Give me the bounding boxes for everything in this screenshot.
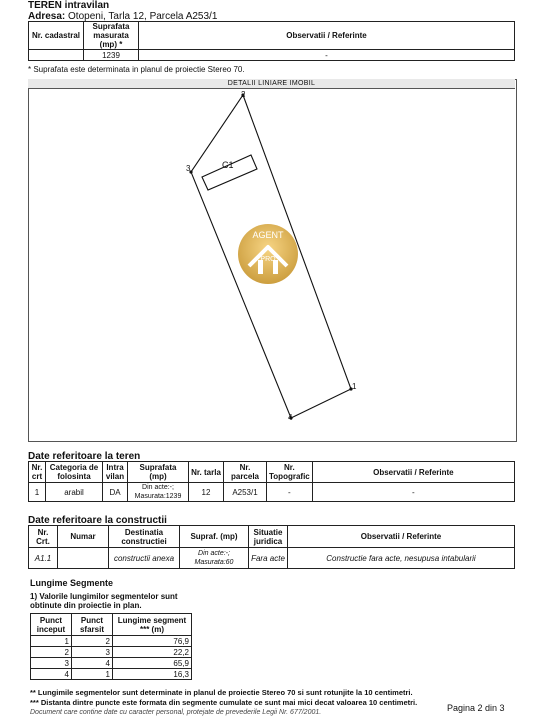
construction-table: [28, 525, 515, 569]
constr-col-suprafata: Supraf. (mp): [180, 526, 249, 548]
table-row: [31, 658, 192, 669]
seg-cell: 16,3: [113, 669, 192, 680]
segments-note: 1) Valorile lungimilor segmentelor sunt obtinute din proiectie in plan.: [30, 592, 178, 610]
col-nr-cadastral: Nr. cadastral: [29, 22, 84, 50]
address-label: Adresa:: [28, 11, 66, 22]
seg-cell: 22,2: [113, 647, 192, 658]
seg-cell: 2: [72, 636, 113, 647]
col-observatii: Observatii / Referinte: [139, 22, 515, 50]
address-value: Otopeni, Tarla 12, Parcela A253/1: [68, 11, 218, 22]
construction-section-title: Date referitoare la constructii: [28, 515, 167, 526]
table-row: [31, 647, 192, 658]
seg-cell: 76,9: [113, 636, 192, 647]
cell-suprafata: 1239: [84, 50, 139, 61]
constr-cell-observatii: Constructie fara acte, nesupusa intabularii: [288, 548, 515, 569]
building-label: C1: [222, 160, 234, 170]
land-cell-suprafata: Din acte:-; Masurata:1239: [128, 483, 189, 502]
land-col-suprafata: Suprafata (mp): [128, 462, 189, 483]
agent-pro-logo: [236, 222, 300, 286]
constr-cell-destinatia: constructii anexa: [109, 548, 180, 569]
cell-observatii: -: [139, 50, 515, 61]
footnote-2: *** Distanta dintre puncte este formata din segmente cumulate ce sunt mai mici decat valoarea 10 centimetri.: [30, 698, 418, 707]
land-cell-nr: 1: [29, 483, 46, 502]
land-col-topografic: Nr. Topografic: [267, 462, 313, 483]
footnote-3: Document care contine date cu caracter personal, protejate de prevederile Legii Nr. 677/2001.: [30, 709, 322, 716]
cell-nr-cadastral: [29, 50, 84, 61]
col-suprafata: Suprafata masurata (mp) *: [84, 22, 139, 50]
land-col-tarla: Nr. tarla: [189, 462, 224, 483]
land-col-nr: Nr. crt: [29, 462, 46, 483]
table-row: [31, 669, 192, 680]
seg-cell: 1: [31, 636, 72, 647]
constr-col-observatii: Observatii / Referinte: [288, 526, 515, 548]
constr-cell-situatie: Fara acte: [249, 548, 288, 569]
land-col-intravilan: Intra vilan: [103, 462, 128, 483]
seg-cell: 4: [72, 658, 113, 669]
seg-cell: 3: [72, 647, 113, 658]
parcel-table: [28, 21, 515, 61]
seg-cell: 2: [31, 647, 72, 658]
logo-text-top: AGENT: [252, 230, 284, 240]
land-cell-parcela: A253/1: [224, 483, 267, 502]
seg-col-start: Punct inceput: [31, 614, 72, 636]
drawing-title: DETALII LINIARE IMOBIL: [28, 79, 515, 89]
point-label-4: 4: [288, 413, 293, 422]
constr-col-nr: Nr. Crt.: [29, 526, 58, 548]
page-number: Pagina 2 din 3: [447, 703, 505, 713]
surface-note: * Suprafata este determinata in planul de proiectie Stereo 70.: [28, 65, 245, 74]
land-cell-topografic: -: [267, 483, 313, 502]
seg-col-length: Lungime segment *** (m): [113, 614, 192, 636]
land-col-parcela: Nr. parcela: [224, 462, 267, 483]
land-cell-categoria: arabil: [46, 483, 103, 502]
point-label-1: 1: [352, 382, 357, 391]
constr-col-numar: Numar: [58, 526, 109, 548]
constr-col-destinatia: Destinatia constructiei: [109, 526, 180, 548]
document-title: TEREN intravilan: [28, 0, 110, 11]
seg-col-end: Punct sfarsit: [72, 614, 113, 636]
constr-cell-nr: A1.1: [29, 548, 58, 569]
table-row: [31, 636, 192, 647]
land-cell-observatii: -: [312, 483, 514, 502]
constr-cell-numar: [58, 548, 109, 569]
seg-cell: 4: [31, 669, 72, 680]
point-label-2: 2: [241, 90, 246, 99]
constr-cell-suprafata: Din acte:-; Masurata:60: [180, 548, 249, 569]
logo-text-bottom: PRO: [260, 256, 276, 263]
seg-cell: 65,9: [113, 658, 192, 669]
land-col-observatii: Observatii / Referinte: [312, 462, 514, 483]
seg-cell: 1: [72, 669, 113, 680]
land-table: [28, 461, 515, 502]
seg-cell: 3: [31, 658, 72, 669]
land-cell-intravilan: DA: [103, 483, 128, 502]
footnote-1: ** Lungimile segmentelor sunt determinate in planul de proiectie Stereo 70 si sunt rotunjite la 10 centimetri.: [30, 688, 413, 697]
land-cell-tarla: 12: [189, 483, 224, 502]
segments-section-title: Lungime Segmente: [30, 578, 114, 588]
point-label-3: 3: [186, 164, 191, 173]
land-section-title: Date referitoare la teren: [28, 451, 141, 462]
land-col-categoria: Categoria de folosinta: [46, 462, 103, 483]
segments-table: [30, 613, 192, 680]
constr-col-situatie: Situatie juridica: [249, 526, 288, 548]
